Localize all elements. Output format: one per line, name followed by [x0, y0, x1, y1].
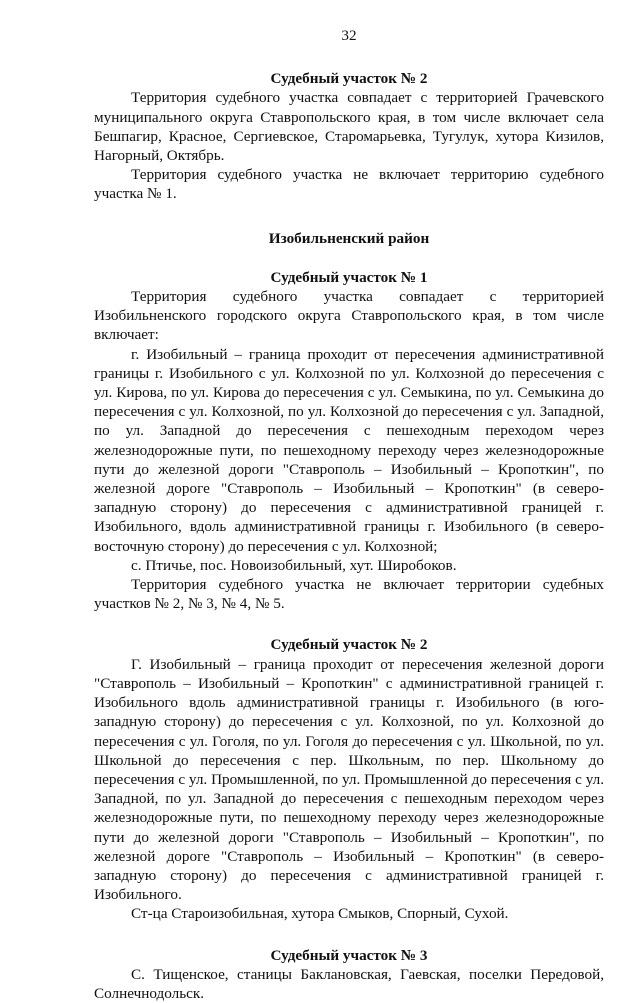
paragraph-settlements-1: с. Птичье, пос. Новоизобильный, хут. Широбоков.: [131, 556, 457, 574]
paragraph-settlements-2: Ст-ца Староизобильная, хутора Смыков, Спорный, Сухой.: [131, 905, 509, 923]
section-title-court-3-izobilny: Судебный участок № 3: [270, 946, 428, 964]
section-title-court-2-grachevsky: Судебный участок № 2: [270, 70, 428, 88]
district-title: Изобильненский район: [268, 229, 430, 247]
paragraph-exclusion-grachevsky: Территория судебного участка не включает территорию судебного участка № 1.: [94, 166, 604, 203]
paragraph-territory-izobilny: Территория судебного участка совпадает с территорией Изобильненского городского округа Ставропольского края, в том числе включает:: [94, 288, 604, 344]
paragraph-city-boundary-1: г. Изобильный – граница проходит от пересечения административной границы г. Изобильного с ул. Колхозной по ул. Колхозной до пересечения с ул. Кирова, по ул. Кирова до пересечения с ул. Семыкина, по ул. Семыкина до пересечения с ул. Колхозной, по ул. Колхозной до пересечения с ул. Западной, по ул. Западной до пересечения с пешеходным переходом через железнодорожные пути, по пешеходному переходу через железнодорожные пути до железной дороги "Ставрополь – Изобильный – Кропоткин", по железной дороге "Ставрополь – Изобильный – Кропоткин" (в северо-западную сторону) до пересечения с административной границей г. Изобильного, вдоль административной границы г. Изобильного (в северо-восточную сторону) до пересечения с ул. Колхозной;: [94, 345, 604, 555]
section-title-court-1-izobilny: Судебный участок № 1: [270, 268, 428, 286]
paragraph-settlements-3: С. Тищенское, станицы Баклановская, Гаевская, поселки Передовой, Солнечнодольск.: [94, 965, 604, 1002]
paragraph-exclusion-izobilny: Территория судебного участка не включает территории судебных участков № 2, № 3, № 4, № 5.: [94, 576, 604, 613]
document-page: [94, 26, 604, 1003]
page-number: 32: [341, 27, 357, 44]
section-title-court-2-izobilny: Судебный участок № 2: [270, 636, 428, 654]
paragraph-city-boundary-2: Г. Изобильный – граница проходит от пересечения железной дороги "Ставрополь – Изобильный – Кропоткин" с административной границей г. Изобильного вдоль административной границы г. Изобильного (в юго-западную сторону) до пересечения с ул. Колхозной, по ул. Колхозной до пересечения с ул. Гоголя, по ул. Гоголя до пересечения с ул. Школьной, по ул. Школьной до пересечения с пер. Школьным, по пер. Школьному до пересечения с ул. Промышленной, по ул. Промышленной до пересечения с ул. Западной, по ул. Западной до пересечения с пешеходным переходом через железнодорожные пути, по пешеходному переходу через железнодорожные пути до железной дороги "Ставрополь – Изобильный – Кропоткин", по железной дороге "Ставрополь – Изобильный – Кропоткин" (в северо-западную сторону) до пересечения с административной границей г. Изобильного.: [94, 655, 604, 904]
paragraph-territory-grachevsky: Территория судебного участка совпадает с территорией Грачевского муниципального округа Ставропольского края, в том числе включает села Бешпагир, Красное, Сергиевское, Старомарьевка, Тугулук, хутора Кизилов, Нагорный, Октябрь.: [94, 89, 604, 165]
